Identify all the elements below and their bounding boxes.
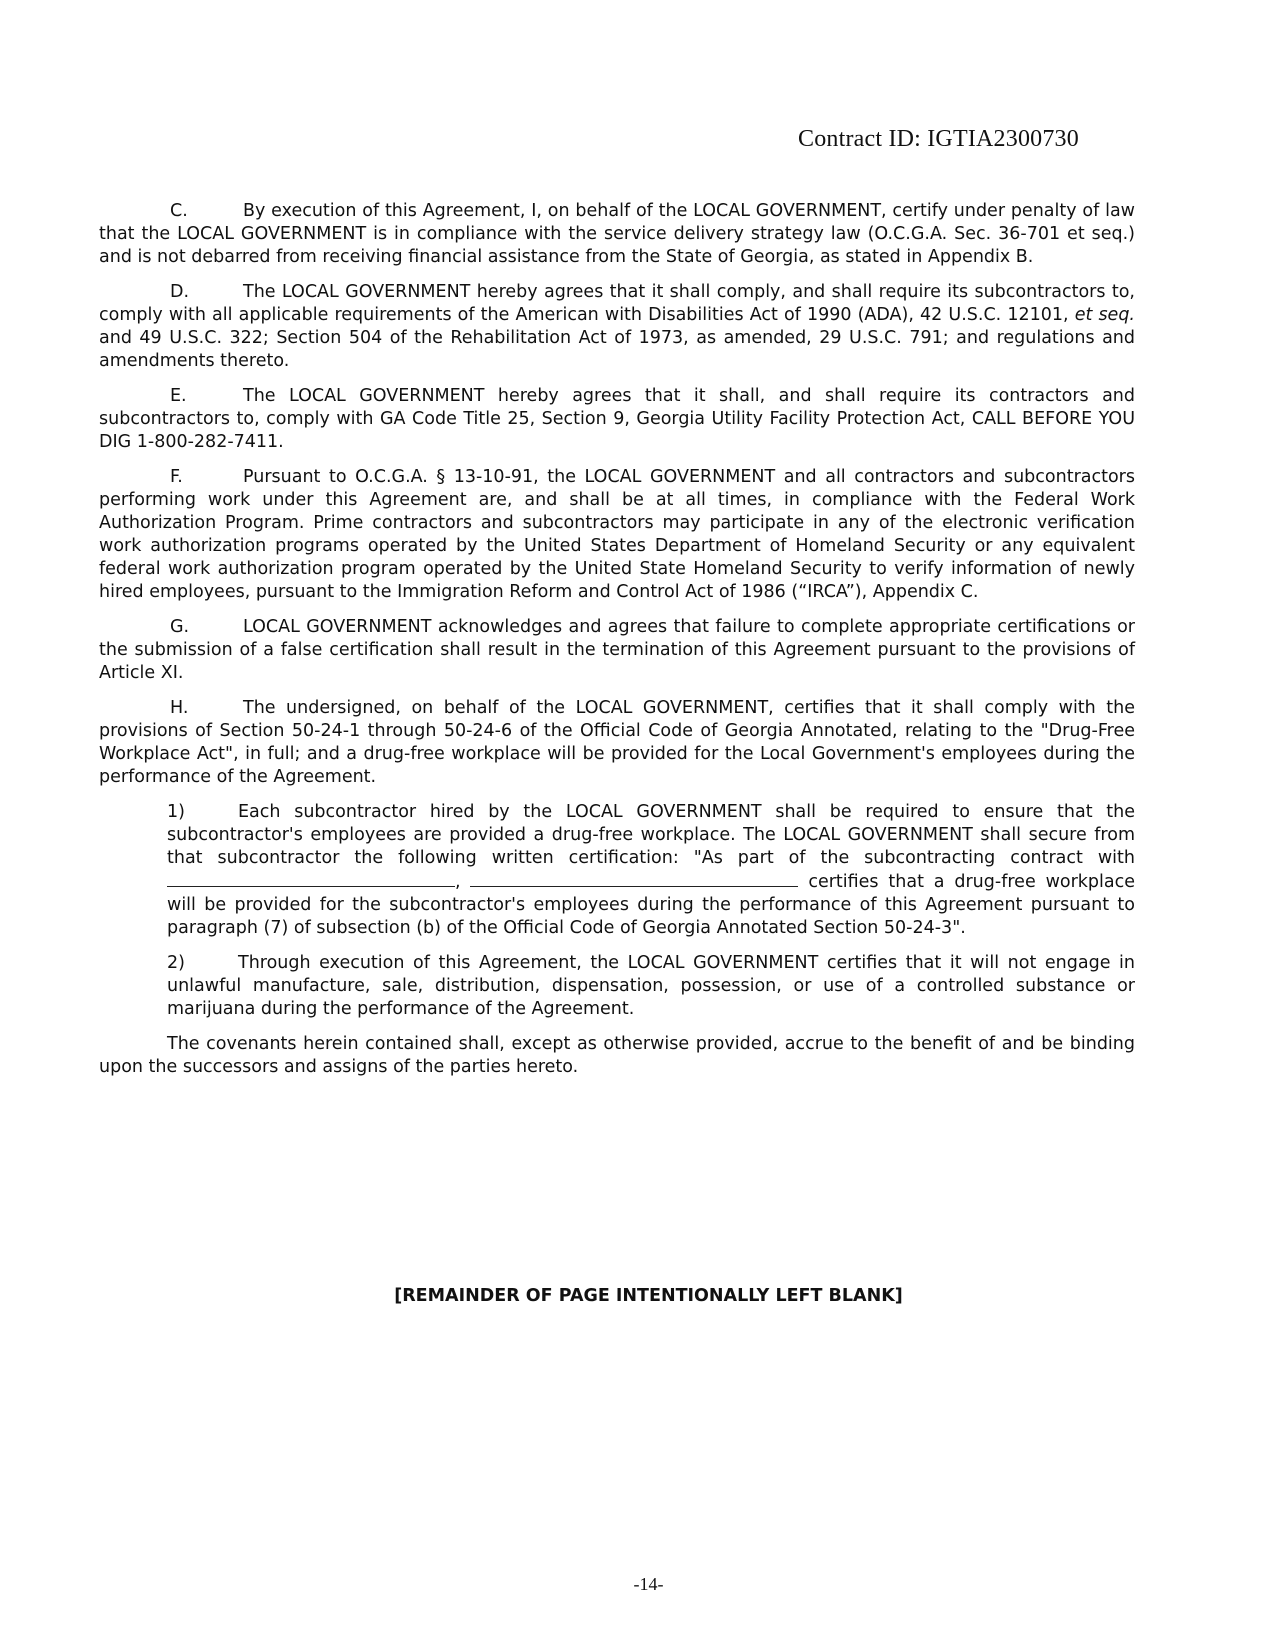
paragraph-c [99, 200, 1135, 269]
paragraph-h [99, 697, 1135, 789]
paragraph-text: LOCAL GOVERNMENT acknowledges and agrees that failure to complete appropriate certifications or the submission of a false certification shall result in the termination of this Agreement pursuant to the provisions of Article XI. [99, 617, 1135, 683]
subitem-text-continued: certifies that a drug-free workplace will be provided for the subcontractor's employees during the performance of this Agreement pursuant to paragraph (7) of subsection (b) of the Official Code of Georgia Annotated Section 50-24-3". [167, 872, 1135, 938]
paragraph-e [99, 385, 1135, 454]
covenants-paragraph: The covenants herein contained shall, except as otherwise provided, accrue to the benefit of and be binding upon the successors and assigns of the parties hereto. [99, 1034, 1135, 1077]
paragraph-text: The undersigned, on behalf of the LOCAL GOVERNMENT, certifies that it shall comply with the provisions of Section 50-24-1 through 50-24-6 of the Official Code of Georgia Annotated, relating to the "Drug-Free Workplace Act", in full; and a drug-free workplace will be provided for the Local Government's employees during the performance of the Agreement. [99, 698, 1135, 787]
blank-separator: , [455, 872, 461, 892]
subitem-label: 1) [167, 802, 185, 822]
contract-id-header: Contract ID: IGTIA2300730 [798, 126, 1079, 152]
subitem-text: Each subcontractor hired by the LOCAL GOVERNMENT shall be required to ensure that the subcontractor's employees are provided a drug-free workplace. The LOCAL GOVERNMENT shall secure from that subcontractor the following written certification: "As part of the subcontracting contract with [167, 802, 1135, 868]
paragraph-text: The LOCAL GOVERNMENT hereby agrees that it shall comply, and shall require its subcontractors to, comply with all applicable requirements of the American with Disabilities Act of 1990 (ADA), 42 U.S.C. 12101, [99, 282, 1135, 325]
paragraph-text: The LOCAL GOVERNMENT hereby agrees that it shall, and shall require its contractors and subcontractors to, comply with GA Code Title 25, Section 9, Georgia Utility Facility Protection Act, CALL BEFORE YOU DIG 1-800-282-7411. [99, 386, 1135, 452]
paragraph-label: D. [170, 282, 190, 302]
subitem-2 [167, 952, 1135, 1021]
remainder-blank-notice: [REMAINDER OF PAGE INTENTIONALLY LEFT BLANK] [394, 1286, 903, 1306]
paragraph-text: Pursuant to O.C.G.A. § 13-10-91, the LOCAL GOVERNMENT and all contractors and subcontractors performing work under this Agreement are, and shall be at all times, in compliance with the Federal Work Authorization Program. Prime contractors and subcontractors may participate in any of the electronic verification work authorization programs operated by the United States Department of Homeland Security or any equivalent federal work authorization program operated by the United State Homeland Security to verify information of newly hired employees, pursuant to the Immigration Reform and Control Act of 1986 (“IRCA”), Appendix C. [99, 467, 1135, 602]
paragraph-d [99, 281, 1135, 373]
paragraph-text: By execution of this Agreement, I, on behalf of the LOCAL GOVERNMENT, certify under penalty of law that the LOCAL GOVERNMENT is in compliance with the service delivery strategy law (O.C.G.A. Sec. 36-701 et seq.) and is not debarred from receiving financial assistance from the State of Georgia, as stated in Appendix B. [99, 201, 1135, 267]
document-body [99, 200, 1135, 1079]
paragraph-label: E. [170, 386, 187, 406]
paragraph-label: C. [170, 201, 188, 221]
paragraph-f [99, 466, 1135, 604]
subcontractor-blank-field[interactable] [167, 870, 455, 887]
subcontractor-name-blank-field[interactable] [470, 870, 798, 887]
paragraph-label: G. [170, 617, 190, 637]
paragraph-label: F. [170, 467, 183, 487]
paragraph-text-continued: and 49 U.S.C. 322; Section 504 of the Rehabilitation Act of 1973, as amended, 29 U.S.C. 791; and regulations and amendments thereto. [99, 328, 1135, 371]
paragraph-label: H. [170, 698, 189, 718]
subitem-1 [167, 801, 1135, 940]
subitem-text: Through execution of this Agreement, the LOCAL GOVERNMENT certifies that it will not engage in unlawful manufacture, sale, distribution, dispensation, possession, or use of a controlled substance or marijuana during the performance of the Agreement. [167, 953, 1135, 1019]
paragraph-g [99, 616, 1135, 685]
subitem-label: 2) [167, 953, 185, 973]
italic-et-seq: et seq. [1074, 305, 1135, 325]
page-number: -14- [633, 1574, 664, 1594]
